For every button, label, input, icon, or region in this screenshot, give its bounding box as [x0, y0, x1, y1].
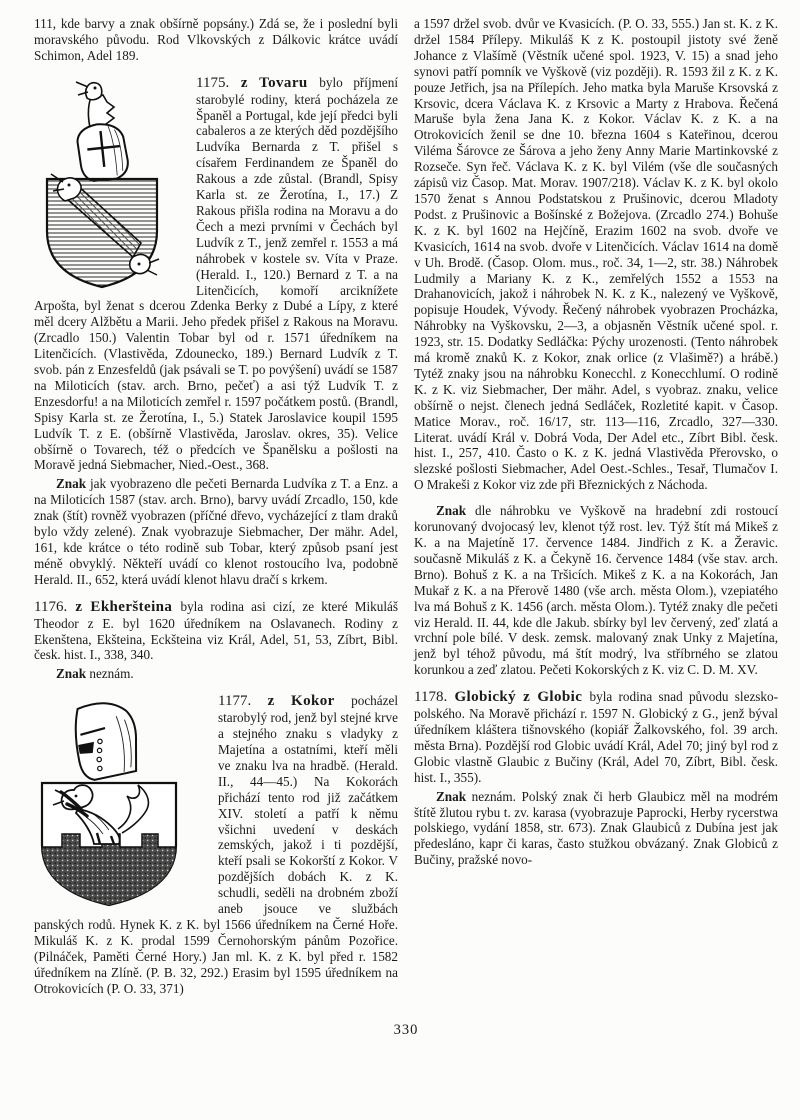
znak-paragraph: [414, 789, 778, 869]
znak-text: neznám. Polský znak či herb Glaubicz měl na modrém štítě žlutou rybu t. zv. karasa (vyobrazuje Paprocki, Herby rycerstwa polskiego, vydání 1858, str. 673). Znak Glaubiců z Dubína jest jak předesláno, kapr či karas, často stužkou obvázaný. Znak Globiců z Bučiny, pražské novo-: [414, 788, 779, 868]
right-column: [414, 16, 778, 996]
znak-text: neznám.: [89, 666, 134, 682]
page-number: 330: [393, 1022, 419, 1039]
entry-body-text: byla rodina asi cizí, ze které Mikuláš Theodor z E. byl 1620 úředníkem na Oslavanech. Rodiny z Ekenštena, Ekšteina, Eckšteina viz Král, Adel, 51, 53, Zíbrt, Bibl. česk. hist. I., 338, 340.: [34, 598, 399, 663]
entry-family-name: z Kokor: [267, 693, 335, 710]
two-column-text-block: [34, 16, 778, 996]
entry-1175-paragraph: [34, 75, 398, 474]
entry-number: 1178.: [414, 689, 448, 706]
entry-1176-paragraph: [34, 599, 398, 664]
entry-number: 1177.: [218, 693, 252, 710]
znak-paragraph: [414, 503, 778, 678]
znak-text: dle náhrobku ve Vyškově na hradební zdi rostoucí korunovaný dvojocasý lev, klenot týž rost. lev. Týž štít má Mikeš z K. a na Majetíně 17. července 1484. Jindřich z K. a Žeravic. současně Mikuláš z K. a Čekyně 16. července 1484 (vše stav. arch. Brno). Bohuš z K. a na Tršicích. Mikeš z K. a na Kokorách, Jan Mukař z K. a na Přerově 1480 (vše arch. města Olom.), vzepiatého lva má Bohuš z K. 1456 (arch. města Olom.). Tytéž znaky dle pečeti viz Herald. II. 44, kde dle Jakub. sbírky byl lev červený, zeď zlatá a vrchní pole bílé. V desk. zemsk. malovaný znak Unky z Majetína, jenž byl téhož původu, má štít modrý, lva stříbrného se zlatou korunkou a zeď zlatou. Pečeti Kokorských z K. viz C. D. M. XV.: [414, 503, 778, 678]
carryover-paragraph: 111, kde barvy a znak obšírně popsány.) Zdá se, že i poslední byli moravského původu. Rod Vlkovských z Dálkovic krátce uvádí Schimon, Adel 189.: [34, 16, 398, 63]
entry-number: 1176.: [34, 598, 68, 615]
entry-1175: [34, 75, 398, 588]
coat-of-arms-kokor-woodcut: [34, 697, 184, 909]
coat-of-arms-tovaru-woodcut: [34, 79, 170, 291]
znak-paragraph: [34, 666, 398, 682]
entry-1178-paragraph: [414, 689, 778, 785]
entry-number: 1175.: [196, 74, 230, 91]
left-column: [34, 16, 398, 996]
entry-family-name: Globický z Globic: [454, 689, 583, 706]
entry-family-name: z Ekheršteina: [75, 598, 173, 615]
znak-text: jak vyobrazeno dle pečeti Bernarda Ludvíka z T. a Enz. a na Miloticích 1587 (stav. arch. Brno), barvy uvádí Zrcadlo, 150, kde znak (štít) rovněž vyobrazen (příčné dřevo, vycházející z tlam draků bylo vždy zelené). Znak vyobrazuje Siebmacher, Der mähr. Adel, 161, kde krátce o této rodině sub Tobar, který způsob psaní jest méně obvyklý. Někteří uvádí co klenot rostoucího lva, podobně Herald. II., 652, která uvádí klenot hlavu dračí s krkem.: [34, 476, 399, 587]
entry-body-text: bylo příjmení starobylé rodiny, která pocházela ze Španěl a Portugal, kde její předci byli cabaleros a ze kterých děd pozdějšího Ludvíka Bernarda z T. přišel s císařem Ferdinandem ze Španěl do Rakous a zde zůstal. (Brandl, Spisy Karla st. ze Žerotína, I., 17.) Z Rakous přišla rodina na Moravu a do Čech a mezi prvními v Čechách byl Ludvík z T., jenž zemřel r. 1553 a má náhrobek v kostele sv. Víta v Praze. (Herald. I., 120.) Bernard z T. a na Litenčicích, komoří arciknížete Arpošta, byl ženat s dcerou Zdenka Berky z Dubé a Lípy, z které měl dcery Alžbětu a Marii. Jeho předek přišel z Rakous na Moravu. (Zrcadlo 150.) Valentin Tobar byl od r. 1571 úředníkem na Litenčicích. (Vlastivěda, Zdounecko, 189.) Bernard Ludvík z T. svob. pán z Enzesfeldů (jak psávali se T. po povýšení) uvádí se 1587 na Miloticích (stav. arch. Brno, pečeť) a asi týž Ludvík T. z Enzesdorfu! a na Miloticích zemřel r. 1597 počátkem postů. (Brandl, Spisy Karla st. ze Žerotína, I., 5.) Statek Jaroslavice koupil 1595 Ludvík T. z E. (obšírně Vlastivěda, Jaroslav. okres, 35). Velice obšírně o Tovarech, též o předcích ve Španělsku a pošlosti na Moravě jedná Siebmacher, Nied.-Oest., 368.: [34, 74, 398, 473]
znak-label: Znak: [56, 666, 87, 682]
entry-1176: [34, 599, 398, 683]
znak-label: Znak: [436, 503, 467, 519]
entry-1178: [414, 689, 778, 868]
entry-family-name: z Tovaru: [240, 74, 308, 91]
entry-1177: [34, 693, 398, 996]
entry-body-text: pocházel starobylý rod, jenž byl stejné krve a stejného znaku s vladyky z Majetína a ostatními, kteří měli ve znaku lva na hradbě. (Herald. II., 44—45.) Na Kokorách přichází tento rod již začátkem XIV. století a patří k němu všichni uvedení v deskách zemských, jakož i ti pozdější, kteří psali se Kokorští z Kokor. V pozdějších dobách K. z K. schudli, seděli na drobném zboží aneb jsouce ve službách panských rodů. Hynek K. z K. byl 1566 úředníkem na Černé Hoře. Mikuláš K. z K. prodal 1599 Černohorským pánům Pozořice. (Pilnáček, Paměti Černé Hory.) Jan ml. K. z K. byl před r. 1582 úředníkem na Zlíně. (P. B. 32, 292.) Erasim byl 1595 úředníkem na Otrokovicích (P. O. 33, 371): [34, 693, 398, 996]
znak-label: Znak: [56, 476, 87, 492]
entry-1177-continuation: a 1597 držel svob. dvůr ve Kvasicích. (P. O. 33, 555.) Jan st. K. z K. držel 1584 Přílepy. Mikuláš K z K. postoupil jistoty své ženě Johance z Vlašímě (Věstník učené spol. 1923, V. 15) a snad jeho synovi patří pomník ve Vyškově (viz později). R. 1593 žil z K. z K. pouze Jetřich, jsa na Přílepích. Jeho matka byla Maruše Krsovská z Krsovic, dcera Václava K. z Krsovic a Marty z Hrabova. Řečená Maruše byla žena Jana K. z Kokor. Václav K. z K. a na Otrokovicích ženil se dne 10. března 1604 s Kateřinou, dcerou Viléma Šárovce ze Šárova a jeho ženy Anny Marie Martinkovské z Rozseče. Syn řeč. Václava K. z K. byl Vilém (vše dle současných zápisů viz Časop. Mat. Morav. 1907/218). Václav K. z K. byl okolo 1570 ženat s Annou Podstatskou z Prušinovic, dcerou Mladoty Podst. z Prušinovic a Bošínské z Božejova. (Zrcadlo 274.) Bohuše K. z K. byl 1602 na Hejčíně, Erazim 1602 na svob. dvoře ve Kvasicích, 1614 na svob. dvoře v Litenčicích. Václav 1614 na domě v Uh. Brodě. (Časop. Olom. mus., roč. 34, 1—2, str. 38.) Náhrobek Ludmily a Mariany K. z K., zemřelých 1552 a 1553 na Drahanovicích, jakož i náhrobek N. K. z K., nalezený ve Vyškově, popisuje Houdek, Vývody. Řečený náhrobek vyobrazen Procházka, Náhrobky na Vyškovsku, 2—3, a objasněn Věstník učené spol. r. 1923, str. 15. Dodatky Sedláčka: Pýchy urozenosti. (Tento náhrobek má kromě znaků K. z Kokor, znak orlice (z Vlašimě?) a hrábě.) Tytéž znaky jsou na náhrobku Konecchl. z Konecchlumí. O rodině K. z K. viz Siebmacher, Der mähr. Adel, s vyobraz. znaku, velice obšírně o nejst. členech jedná Sedláček, Rozletité kapit. v Časop. Matice Morav., roč. 16/17, str. 113—116, Zrcadlo, 327—330. Literat. uvádí Král v. Dobrá Voda, Der Adel etc., Zíbrt Bibl. česk. hist. I., 257, 410. Často o K. z K. jedná Vlastivěda Přerovsko, o slezské pošlosti Siebmacher, Adel Oest.-Schles., Tesař, Tlumačov I. O Mrakeši z Kokor viz zde při Březnických z Náchoda.: [414, 16, 778, 493]
entry-body-text: byla rodina snad původu slezsko-polského. Na Moravě přichází r. 1597 N. Globický z G., jenž býval úředníkem kláštera tišnovského (kopiář Žalkovského, fol. 39 arch. města Brna). Pozdější rod Globic uvádí Král, Adel 70; jiný byl rod z Globic vlastně Glaubic z Bučiny (Král, Adel 70, Zíbrt, Bibl. česk. hist. I., 355).: [414, 689, 779, 785]
entry-1177-paragraph: [34, 693, 398, 996]
znak-paragraph: [34, 476, 398, 587]
znak-label: Znak: [436, 788, 467, 804]
